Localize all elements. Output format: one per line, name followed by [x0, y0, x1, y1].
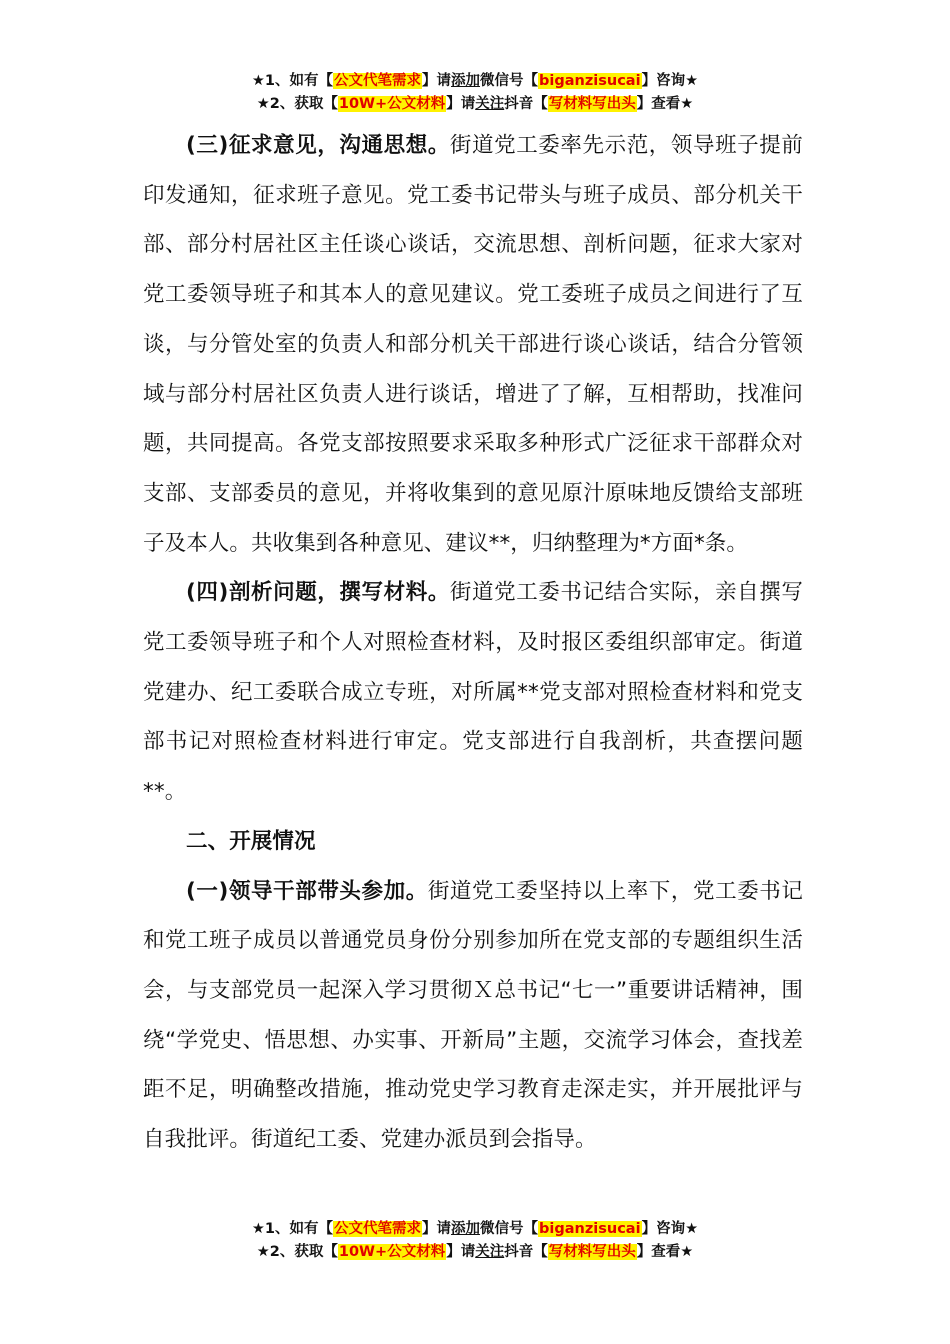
promo-highlight: 公文代笔需求	[334, 73, 422, 89]
promo-banner-bottom	[0, 1218, 950, 1264]
promo-highlight: 10W+公文材料	[338, 96, 446, 112]
paragraph-text: 街道党工委率先示范，领导班子提前印发通知，征求班子意见。党工委书记带头与班子成员、部分机关干部、部分村居社区主任谈心谈话，交流思想、剖析问题，征求大家对党工委领导班子和其本人的意见建议。党工委班子成员之间进行了互谈，与分管处室的负责人和部分机关干部进行谈心谈话，结合分管领域与部分村居社区负责人进行谈话，增进了了解，互相帮助，找准问题，共同提高。各党支部按照要求采取多种形式广泛征求干部群众对支部、支部委员的意见，并将收集到的意见原汁原味地反馈给支部班子及本人。共收集到各种意见、建议**，归纳整理为*方面*条。	[143, 133, 803, 556]
paragraph-heading: (四)剖析问题，撰写材料。	[186, 580, 450, 606]
promo-text: 微信号【	[480, 1221, 539, 1237]
promo-line-1	[0, 1218, 950, 1241]
promo-text: 】请	[446, 96, 476, 112]
document-body	[143, 121, 803, 1165]
paragraph-text: 街道党工委书记结合实际，亲自撰写党工委领导班子和个人对照检查材料，及时报区委组织部审定。街道党建办、纪工委联合成立专班，对所属**党支部对照检查材料和党支部书记对照检查材料进行审定。党支部进行自我剖析，共查摆问题**。	[143, 580, 803, 805]
paragraph-text: 街道党工委坚持以上率下，党工委书记和党工班子成员以普通党员身份分别参加所在党支部的专题组织生活会，与支部党员一起深入学习贯彻Ｘ总书记“七一”重要讲话精神，围绕“学党史、悟思想、办实事、开新局”主题，交流学习体会，查找差距不足，明确整改措施，推动党史学习教育走深走实，并开展批评与自我批评。街道纪工委、党建办派员到会指导。	[143, 878, 803, 1153]
promo-wechat-id: biganzisucai	[539, 1221, 641, 1237]
promo-text: ★1、如有【	[251, 1221, 334, 1237]
promo-text: 】请	[422, 1221, 452, 1237]
paragraph-analyze-problems	[143, 568, 803, 817]
promo-line-2	[0, 93, 950, 116]
promo-text: 】查看★	[636, 96, 694, 112]
promo-emphasis: 关注	[475, 96, 505, 112]
section-heading	[143, 817, 803, 867]
paragraph-heading: (一)领导干部带头参加。	[186, 878, 428, 904]
promo-douyin-id: 写材料写出头	[548, 1244, 636, 1260]
promo-text: 微信号【	[480, 73, 539, 89]
promo-text: ★2、获取【	[256, 96, 338, 112]
promo-text: 抖音【	[504, 96, 548, 112]
promo-text: ★1、如有【	[251, 73, 334, 89]
promo-line-2	[0, 1241, 950, 1264]
section-title: 二、开展情况	[186, 828, 316, 854]
paragraph-solicit-opinions	[143, 121, 803, 568]
promo-banner-top	[0, 70, 950, 116]
promo-text: 】请	[446, 1244, 476, 1260]
promo-text: 】查看★	[636, 1244, 694, 1260]
promo-highlight: 公文代笔需求	[334, 1221, 422, 1237]
promo-text: 】咨询★	[641, 73, 699, 89]
paragraph-leaders-participate	[143, 867, 803, 1165]
promo-text: 】请	[422, 73, 452, 89]
promo-douyin-id: 写材料写出头	[548, 96, 636, 112]
promo-emphasis: 添加	[451, 1221, 481, 1237]
promo-emphasis: 添加	[451, 73, 481, 89]
promo-highlight: 10W+公文材料	[338, 1244, 446, 1260]
promo-emphasis: 关注	[475, 1244, 505, 1260]
promo-line-1	[0, 70, 950, 93]
promo-text: 】咨询★	[641, 1221, 699, 1237]
promo-wechat-id: biganzisucai	[539, 73, 641, 89]
paragraph-heading: (三)征求意见，沟通思想。	[186, 133, 450, 158]
promo-text: 抖音【	[504, 1244, 548, 1260]
promo-text: ★2、获取【	[256, 1244, 338, 1260]
